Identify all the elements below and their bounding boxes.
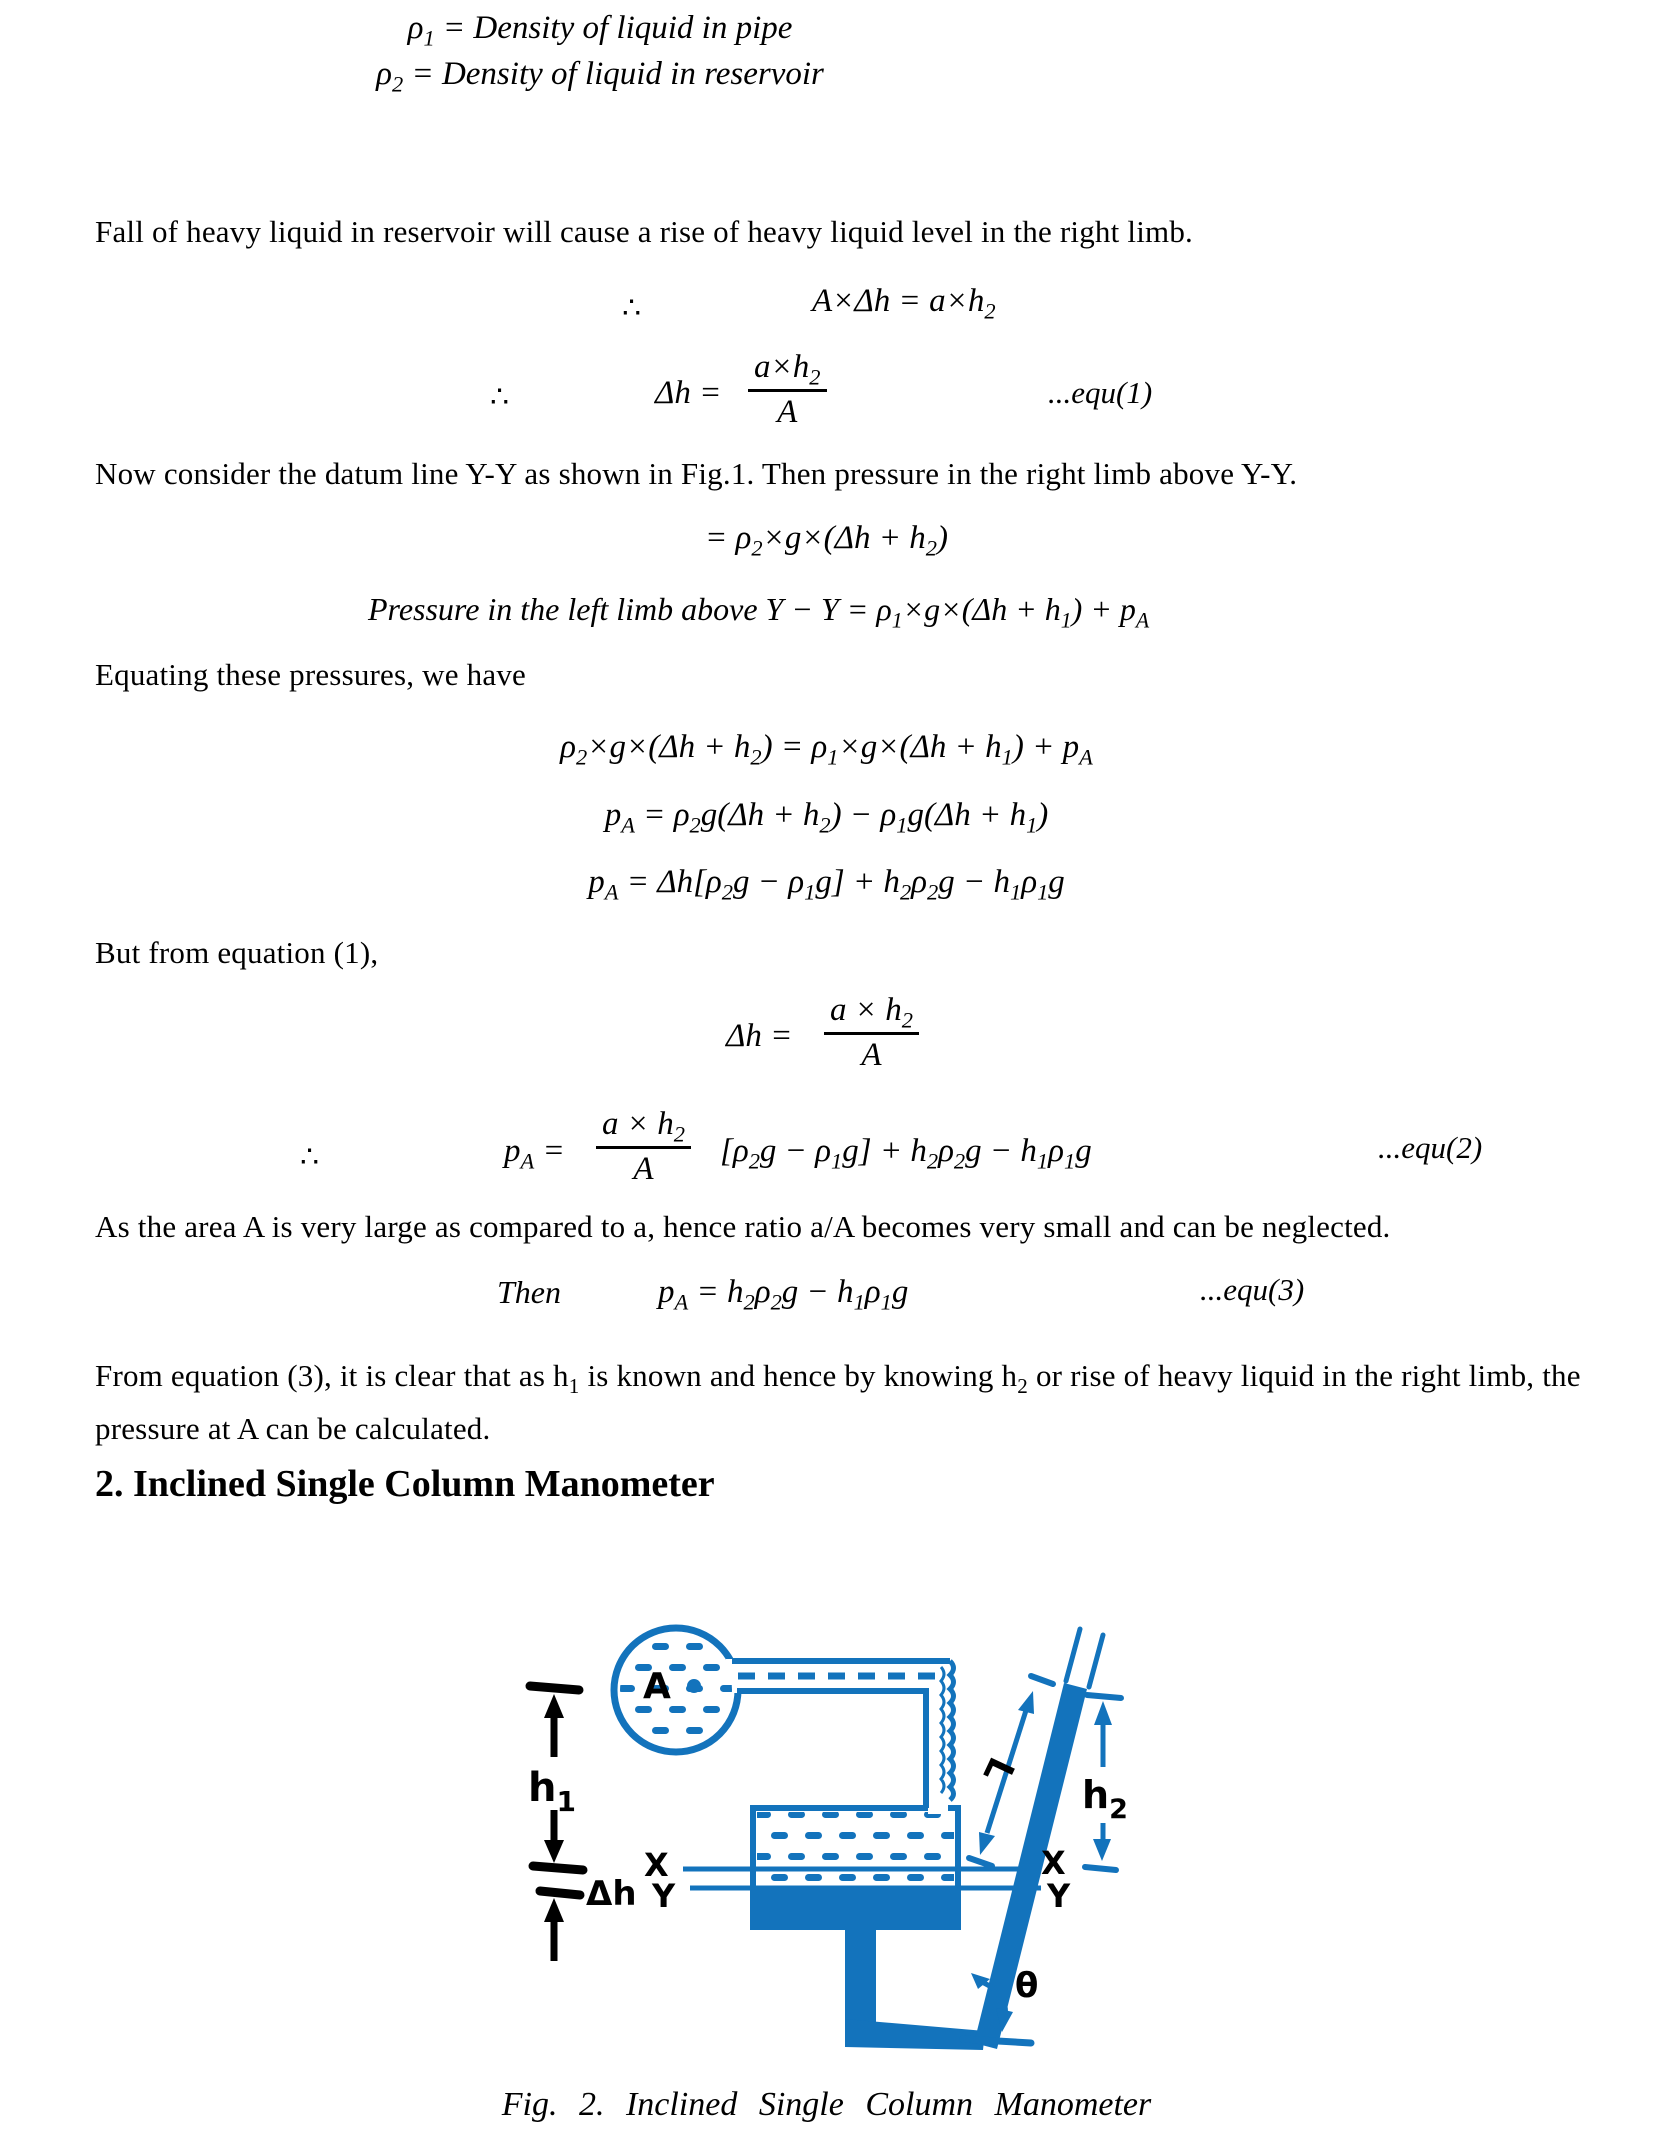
reservoir-liquid-solid: [756, 1886, 955, 1924]
fraction-denominator: A: [861, 1037, 882, 1073]
therefore-symbol: ∴: [300, 1141, 320, 1174]
paragraph-fall-of-heavy-liquid: Fall of heavy liquid in reservoir will cause a rise of heavy liquid level in the right limb.: [95, 214, 1193, 249]
equation-a-dh: $A\times\Delta h = a\times h_2$: [812, 283, 996, 324]
point-a-dot: [687, 1679, 701, 1693]
point-a-label: A: [643, 1666, 671, 1707]
y-label-right: Y: [1047, 1877, 1071, 1915]
x-label-left: X: [644, 1846, 669, 1884]
connecting-pipe: [732, 1661, 954, 1814]
therefore-symbol: ∴: [622, 292, 642, 325]
definition-rho1: $\rho_1$ = Density of liquid in pipe: [407, 10, 793, 51]
manometer-figure: [480, 1595, 1240, 2075]
h1-label: $h_1$: [528, 1765, 576, 1818]
fraction-numerator: $a \times h_2$: [824, 992, 919, 1035]
equation-2-lhs: $p_A$ =: [504, 1133, 565, 1174]
fraction-denominator: A: [633, 1151, 654, 1187]
equation-g-fraction: [824, 992, 919, 1074]
equation-1-lhs: Δh =: [655, 375, 722, 411]
paragraph-but-from-eq1: But from equation (1),: [95, 935, 379, 970]
equation-equated: $\rho_2\times g\times(\Delta h + h_2) = \rho_1\times g\times(\Delta h + h_1) + p_A$: [560, 729, 1093, 770]
y-label-left: Y: [652, 1877, 676, 1915]
equation-1-fraction: [748, 349, 827, 431]
equation-pa-expanded: $p_A = \rho_2g(\Delta h + h_2) - \rho_1g(\Delta h + h_1)$: [604, 797, 1049, 838]
equation-1-label: ...equ(1): [1048, 375, 1153, 410]
equation-g-lhs: Δh =: [726, 1018, 793, 1054]
section-heading: 2. Inclined Single Column Manometer: [95, 1463, 715, 1505]
equation-3-then: Then: [497, 1274, 561, 1310]
fraction-numerator: $a\times h_2$: [748, 349, 827, 392]
paragraph-area-neglected: As the area A is very large as compared to a, hence ratio a/A becomes very small and can be neglected.: [95, 1209, 1391, 1244]
fraction-denominator: A: [777, 394, 798, 430]
reservoir-liquid-dashed: [757, 1812, 954, 1886]
equation-2-fraction: [596, 1106, 691, 1188]
equation-pa-grouped: $p_A = \Delta h[\rho_2g - \rho_1g] + h_2\rho_2g - h_1\rho_1g$: [588, 864, 1065, 905]
delta-h-label: Δh: [586, 1874, 637, 1914]
equation-2-label: ...equ(2): [1378, 1130, 1483, 1165]
h2-label: $h_2$: [1082, 1773, 1128, 1825]
equation-3-body: $p_A = h_2\rho_2g - h_1\rho_1g$: [658, 1274, 909, 1315]
incline-length-label: L: [974, 1750, 1022, 1790]
wavy-pipe-edge: [950, 1661, 954, 1800]
equation-right-limb: = $\rho_2\times g\times(\Delta h + h_2)$: [705, 520, 948, 561]
paragraph-datum-line: Now consider the datum line Y-Y as shown in Fig.1. Then pressure in the right limb above Y-Y.: [95, 456, 1298, 491]
fraction-numerator: $a \times h_2$: [596, 1106, 691, 1149]
equation-2-rhs: $[\rho_2g - \rho_1g] + h_2\rho_2g - h_1\rho_1g$: [720, 1133, 1092, 1174]
h1-dimension: [530, 1686, 583, 1961]
equation-3-label: ...equ(3): [1200, 1272, 1305, 1307]
definition-rho2: $\rho_2$ = Density of liquid in reservoir: [376, 56, 824, 97]
theta-label: θ: [1015, 1966, 1039, 2006]
pipe-circle-a: [614, 1628, 744, 1752]
paragraph-equating: Equating these pressures, we have: [95, 657, 526, 692]
inclined-tube-top-open: [1066, 1629, 1103, 1687]
x-label-right: X: [1041, 1844, 1066, 1882]
paragraph-conclusion: From equation (3), it is clear that as $h_1$ is known and hence by knowing $h_2$ or rise of heavy liquid in the right limb, the pressure at A can be calculated.: [95, 1358, 1581, 1447]
bottom-u-pipe: [845, 1925, 985, 2050]
equation-left-limb: Pressure in the left limb above $Y - Y = \rho_1\times g\times(\Delta h + h_1) + p_A$: [368, 591, 1150, 633]
figure-caption: Fig. 2. Inclined Single Column Manometer: [501, 2086, 1152, 2123]
therefore-symbol: ∴: [490, 381, 510, 414]
